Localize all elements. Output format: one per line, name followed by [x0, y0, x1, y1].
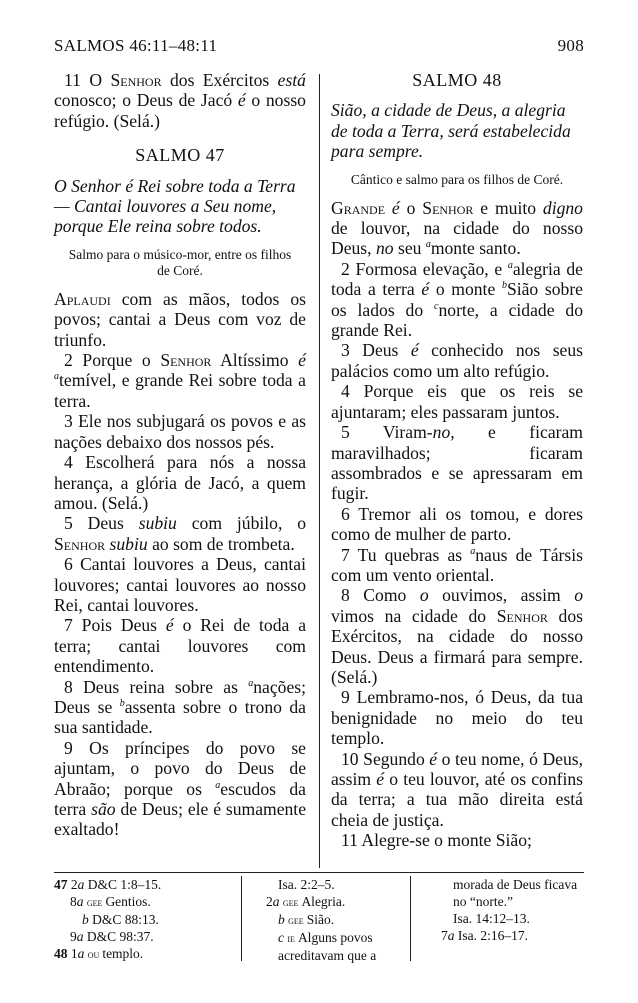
italic-word: subiu [138, 513, 177, 534]
footnote-marker: a [470, 545, 476, 557]
verse-number: 9 [64, 737, 73, 758]
verse-number: 3 [341, 340, 350, 361]
footnote-marker: a [248, 677, 254, 689]
psalm-48-title: SALMO 48 [412, 70, 502, 90]
verse-text: com as mãos, todos os povos; cantai a Deus com voz de triunfo. [54, 288, 306, 350]
verse-text: o teu nome, ó Deus, assim [331, 748, 584, 789]
verse-text: de Deus; ele é sumamente exaltado! [54, 799, 306, 840]
footnote-chapter-ref: 48 [54, 946, 71, 961]
psalm-47-title: SALMO 47 [135, 145, 225, 166]
verse-text: assenta sobre o trono da sua santidade. [54, 696, 306, 738]
psalm-47-verse-6 [54, 554, 306, 615]
verse-number: 8 [64, 676, 73, 697]
italic-word: no, [432, 422, 455, 443]
footnote-text: Isa. 2:2–5. [278, 877, 335, 892]
opening-word: Grande [331, 197, 386, 218]
verse-text: monte santo. [430, 238, 521, 259]
psalm-47-verse-7 [54, 615, 306, 676]
verse-text: norte, a cidade do grande Rei. [331, 299, 583, 341]
opening-word: Aplaudi [54, 288, 111, 309]
running-header [54, 36, 584, 60]
verse-text: o teu louvor, até os confins da terra; a tua mão direita está cheia de justiça. [331, 769, 584, 830]
footnote-letter: a [272, 894, 283, 909]
footnote-verse: 1 [70, 946, 78, 961]
verse-text: nações; Deus se [54, 676, 307, 717]
italic-word: o [419, 585, 429, 606]
footnote-letter: c [278, 930, 288, 945]
verse-text: naus de Társis com um vento oriental. [331, 544, 583, 585]
psalm-48-verse-6 [331, 504, 583, 545]
verse-number: 4 [64, 452, 73, 473]
italic-word: é [376, 769, 385, 789]
psalm-47-verse-4 [54, 452, 306, 513]
footnote-entry [54, 945, 234, 963]
verse-number: 2 [64, 350, 73, 371]
verse-text: O [89, 70, 103, 90]
verse-number: 5 [64, 513, 73, 534]
verse-text: Pois Deus [81, 615, 158, 636]
left-column [54, 70, 306, 840]
verse-text: temível, e grande Rei sobre toda a terra. [54, 370, 306, 411]
footnote-verse: 9 [70, 929, 77, 944]
psalm-47-verse-3 [54, 411, 306, 452]
verse-text: vimos na cidade do [331, 605, 487, 626]
verse-number: 11 [64, 70, 81, 90]
page-number: 908 [557, 36, 584, 55]
verse-number: 10 [341, 748, 359, 769]
footnote-marker: a [507, 259, 513, 271]
footnote-text: Isa. 14:12–13. [453, 911, 530, 926]
italic-word: são [91, 799, 116, 819]
footnote-letter: a [447, 928, 458, 943]
verse-text: Deus reina sobre as [83, 676, 238, 697]
psalm-48-superscription: Cântico e salmo para os filhos de Coré. [350, 171, 564, 187]
header-reference: SALMOS 46:11–48:11 [54, 36, 218, 55]
verse-number: 7 [64, 615, 73, 636]
lord-smallcaps: Senhor [496, 605, 548, 626]
lord-smallcaps: Senhor [54, 533, 106, 554]
verse-text: Segundo [363, 748, 425, 769]
verse-number: 7 [341, 544, 350, 565]
psalm-47-verse-2 [54, 350, 306, 411]
psalm-48-verse-11 [331, 830, 583, 850]
footnote-text: acreditavam que a [278, 948, 377, 963]
verse-text: Alegre-se o monte Sião; [361, 830, 532, 851]
verse-text: o Rei de toda a terra; cantai louvores com entendimento. [54, 615, 307, 677]
psalm-47-verse-9 [54, 738, 306, 840]
verse-text: Porque o [82, 350, 151, 371]
footnote-verse: 7 [441, 928, 448, 943]
italic-word: no [375, 238, 394, 259]
psalm-48-verse-3 [331, 340, 583, 381]
psalm-48-verse-4 [331, 381, 583, 422]
right-column [331, 70, 583, 851]
italic-word: subiu [109, 533, 148, 554]
italic-word: é [429, 748, 438, 769]
italic-word: é [165, 615, 174, 636]
italic-word: digno [542, 197, 583, 218]
column-divider [319, 74, 320, 868]
verse-text: ao som de trombeta. [152, 533, 295, 554]
footnote-marker: b [119, 698, 125, 710]
verse-number: 11 [341, 830, 358, 851]
footnote-entry [250, 947, 400, 964]
footnote-text: D&C 1:8–15. [87, 877, 162, 892]
verse-text: conosco; o Deus de Jacó [54, 90, 233, 111]
verse-number: 8 [341, 585, 350, 606]
footnote-entry [425, 893, 585, 910]
footnote-marker: b [501, 280, 507, 292]
footnote-text: Isa. 2:16–17. [457, 928, 528, 943]
footnote-entry [54, 876, 234, 893]
footnote-tag: gee [288, 913, 307, 927]
verse-text: alegria de toda a terra [331, 258, 583, 300]
verse-text: Sião sobre os lados do [331, 279, 583, 320]
footnote-entry [250, 893, 400, 911]
footnotes-column-1 [54, 876, 234, 963]
verse-text: e ficaram maravilhados; ficaram assombrados e se apressaram em fugir. [331, 422, 583, 504]
verse-text: Ele nos subjugará os povos e as nações debaixo dos nossos pés. [54, 411, 306, 452]
footnote-column-divider [241, 876, 242, 961]
footnote-text: Alguns povos [297, 930, 373, 945]
footnote-tag: ie [287, 931, 298, 945]
italic-word: é [421, 279, 430, 300]
verse-text: de louvor, na cidade do nosso Deus, [331, 218, 583, 259]
psalm-47-superscription: Salmo para o músico-mor, entre os filhos de Coré. [68, 246, 292, 278]
footnote-letter: b [82, 912, 93, 927]
psalm-48-summary: Sião, a cidade de Deus, a alegria de toda a Terra, será estabelecida para sempre. [331, 100, 571, 162]
verse-text: Os príncipes do povo se ajuntam, o povo do Deus de Abraão; porque os [54, 737, 306, 799]
psalm-47-verse-1 [54, 289, 306, 350]
verse-text: Viram- [382, 422, 433, 443]
verse-text: e muito [480, 197, 537, 218]
footnote-entry [250, 929, 400, 947]
footnote-entry [425, 876, 585, 893]
verse-text: o [406, 197, 416, 218]
footnote-marker: c [434, 300, 439, 312]
footnote-entry [54, 893, 234, 911]
footnote-entry [250, 876, 400, 893]
footnote-text: D&C 98:37. [86, 929, 154, 944]
footnote-text: Gentios. [105, 894, 151, 909]
psalm-48-verse-10 [331, 749, 583, 831]
footnote-chapter-ref: 47 [54, 877, 71, 892]
verse-number: 4 [341, 381, 350, 402]
verse-number: 9 [341, 687, 350, 708]
footnote-entry [250, 911, 400, 929]
italic-word: é [237, 90, 246, 111]
verse-text: o monte [435, 279, 496, 300]
italic-word: é [298, 350, 306, 371]
verse-text: Formosa elevação, e [355, 258, 503, 279]
footnote-entry [54, 928, 234, 945]
verse-text: Lembramo-nos, ó Deus, da tua benignidade no meio do teu templo. [331, 687, 583, 749]
verse-text: escudos da terra [54, 778, 306, 819]
verse-text: seu [397, 238, 422, 259]
psalm-48-verse-7 [331, 545, 583, 586]
footnote-text: Alegria. [301, 894, 346, 909]
footnote-letter: a [77, 946, 88, 961]
psalm-48-verse-8 [331, 585, 583, 687]
footnote-verse: 8 [70, 894, 77, 909]
verse-46-11 [54, 70, 306, 131]
footnote-entry [425, 927, 585, 944]
psalm-47-verse-8 [54, 677, 306, 738]
footnote-marker: a [215, 779, 221, 791]
footnote-text: no “norte.” [453, 894, 513, 909]
footnote-column-divider [410, 876, 411, 961]
verse-text: conhecido nos seus palácios como um alto refúgio. [331, 340, 583, 381]
verse-text: Escolherá para nós a nossa herança, a glória de Jacó, a quem amou. (Selá.) [54, 452, 306, 513]
verse-text: Porque eis que os reis se ajuntaram; eles passaram juntos. [331, 381, 584, 422]
italic-word: está [277, 70, 306, 90]
italic-word: o [574, 585, 583, 606]
verse-text: Tu quebras as [357, 544, 463, 565]
verse-text: Cantai louvores a Deus, cantai louvores; cantai louvores ao nosso Rei, cantai louvores. [54, 554, 306, 615]
footnote-marker: a [425, 239, 431, 251]
verse-text: ouvimos, assim [442, 585, 561, 606]
footnote-marker: a [54, 371, 59, 383]
footnote-verse: 2 [70, 877, 78, 892]
verse-text: Altíssimo [220, 350, 289, 371]
footnote-entry [54, 911, 234, 928]
verse-text: dos Exércitos, na cidade do nosso Deus. Deus a firmará para sempre. (Selá.) [331, 605, 583, 687]
footnote-text: D&C 88:13. [92, 912, 159, 927]
lord-smallcaps: Senhor [110, 70, 162, 90]
verse-text: Tremor ali os tomou, e dores como de mulher de parto. [331, 503, 583, 545]
italic-word: é [410, 340, 419, 361]
psalm-47-summary: O Senhor é Rei sobre toda a Terra — Cantai louvores a Seu nome, porque Ele reina sobre todos. [54, 175, 296, 237]
psalm-48-verse-1 [331, 198, 583, 259]
footnote-letter: a [76, 894, 87, 909]
footnote-letter: a [76, 929, 87, 944]
footnote-divider [54, 872, 584, 873]
psalm-48-verse-5 [331, 422, 583, 504]
verse-number: 3 [64, 411, 73, 432]
footnote-verse: 2 [266, 894, 273, 909]
verse-number: 2 [341, 258, 350, 279]
verse-number: 5 [341, 422, 350, 443]
verse-number: 6 [341, 503, 350, 524]
footnotes-column-2 [250, 876, 400, 964]
footnote-tag: ou [87, 947, 103, 961]
footnote-letter: a [77, 877, 88, 892]
lord-smallcaps: Senhor [422, 197, 474, 218]
psalm-48-verse-9 [331, 687, 583, 748]
verse-text: dos Exércitos [169, 70, 270, 90]
footnote-text: Sião. [306, 912, 335, 927]
footnote-letter: b [278, 912, 289, 927]
footnote-text: templo. [102, 946, 144, 961]
verse-text: Deus [362, 340, 399, 361]
verse-number: 6 [64, 554, 73, 575]
verse-text: com júbilo, o [191, 513, 307, 534]
psalm-47-verse-5 [54, 513, 306, 554]
footnote-text: morada de Deus ficava [453, 877, 578, 892]
footnote-tag: gee [86, 895, 106, 909]
verse-text: Deus [87, 513, 124, 534]
verse-text: Como [363, 585, 407, 606]
lord-smallcaps: Senhor [160, 350, 212, 371]
footnote-entry [425, 910, 585, 927]
verse-text: o nosso refúgio. (Selá.) [54, 90, 306, 131]
footnote-tag: gee [282, 895, 302, 909]
footnotes-column-3 [425, 876, 585, 944]
italic-word: é [391, 197, 400, 218]
psalm-48-verse-2 [331, 259, 583, 341]
